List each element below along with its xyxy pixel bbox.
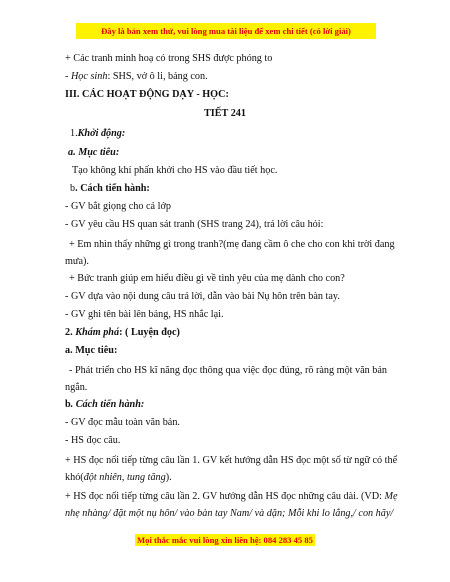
text-line: + Bức tranh giúp em hiểu điều gì về tình yêu của mẹ dành cho con?	[69, 273, 345, 284]
text-line: + Các tranh minh hoạ có trong SHS được phóng to	[65, 53, 273, 64]
preview-banner: Đây là bản xem thử, vui lòng mua tài liệu để xem chi tiết (có lời giải)	[76, 23, 376, 39]
text-line: - GV ghi tên bài lên bảng, HS nhắc lại.	[65, 309, 224, 320]
lesson-title: TIẾT 241	[204, 108, 246, 119]
text-line: - HS đọc câu.	[65, 435, 121, 446]
label-hoc-sinh: Học sinh	[70, 71, 108, 82]
subheading: 1.Khởi động:	[70, 128, 126, 139]
text-line: - GV yêu cầu HS quan sát tranh (SHS trang 24), trả lời câu hỏi:	[65, 219, 324, 230]
text-paragraph: - Phát triển cho HS kĩ năng đọc thông qua việc đọc đúng, rõ ràng một văn bản ngắn.	[65, 365, 388, 393]
text-line: Tạo không khí phấn khởi cho HS vào đầu tiết học.	[72, 165, 278, 176]
text-line: - GV đọc mẫu toàn văn bản.	[65, 417, 180, 428]
subheading: b. Cách tiến hành:	[70, 183, 150, 194]
subheading: a. Mục tiêu:	[68, 147, 120, 158]
text-paragraph: + HS đọc nối tiếp từng câu lần 2. GV hướng dẫn HS đọc những câu dài. (VD: Mẹ nhẹ nhàng/ đặt một nụ hôn/ vào bàn tay Nam/ và dặn; Mỗi khi lo lắng,/ con hãy/	[65, 491, 398, 519]
subheading: a. Mục tiêu:	[65, 345, 118, 356]
text-paragraph: + Em nhìn thấy những gì trong tranh?(mẹ đang cầm ô che cho con khi trời đang mưa).	[65, 239, 395, 267]
subheading: 2. Khám phá: ( Luyện đọc)	[65, 327, 180, 338]
text-line: - GV dựa vào nội dung câu trả lời, dẫn vào bài Nụ hôn trên bàn tay.	[65, 291, 340, 302]
text-line: - Học sinh: SHS, vở ô li, bảng con.	[65, 71, 208, 82]
contact-footer: Mọi thắc mắc vui lòng xin liên hệ: 084 283 45 85	[137, 535, 313, 545]
subheading: b. Cách tiến hành:	[65, 399, 145, 410]
text-line: - GV bắt giọng cho cả lớp	[65, 201, 171, 212]
section-heading: III. CÁC HOẠT ĐỘNG DẠY - HỌC:	[65, 89, 229, 100]
text-paragraph: + HS đọc nối tiếp từng câu lần 1. GV kết hướng dẫn HS đọc một số từ ngữ có thể khó(đột nhiên, tung tăng).	[65, 455, 398, 483]
